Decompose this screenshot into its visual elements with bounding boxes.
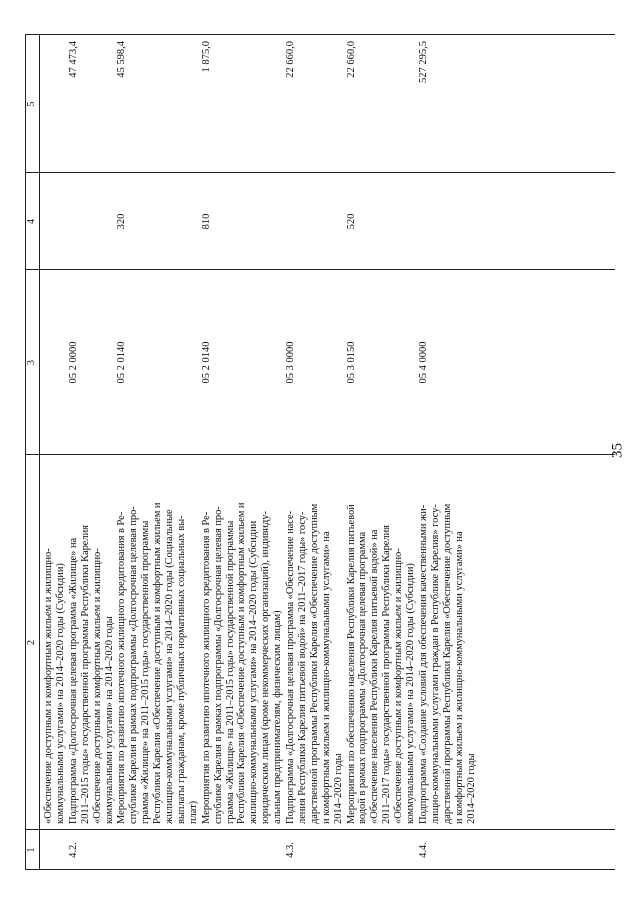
row-target-code: 05 2 0140 <box>116 341 128 384</box>
description-line: и комфортным жильем и жилищно-коммунальными услугами» на <box>320 531 332 824</box>
description-line: 2014–2020 годы <box>465 753 477 824</box>
row-amount: 47 473,4 <box>67 41 79 78</box>
description-line: жилищно-коммунальными услугами» на 2014–2020 годы (Субсидии <box>248 520 260 824</box>
description-line: грамма «Жилище» на 2011–2015 годы» государственной программы <box>140 520 152 824</box>
description-line: Республики Карелия «Обеспечение доступным и комфортным жильем и <box>152 502 164 824</box>
row-expense-type: 320 <box>116 213 128 230</box>
row-description <box>285 461 345 824</box>
description-line: жилищно-коммунальными услугами» на 2014–2020 годы (Социальные <box>164 509 176 824</box>
description-line: коммунальными услугами» на 2014–2020 годы (Субсидии) <box>405 563 417 824</box>
row-amount: 22 660,0 <box>285 41 296 78</box>
description-line: Республики Карелия «Обеспечение доступным и комфортным жильем и <box>236 502 248 824</box>
column-header-3: 3 <box>26 360 37 365</box>
column-header-2: 2 <box>26 640 37 645</box>
description-line: выплаты гражданам, кроме публичных нормативных социальных вы- <box>175 515 187 824</box>
description-line: плат) <box>187 800 199 824</box>
row-number: 4.4. <box>417 842 429 858</box>
description-line: юридическим лицам (кроме некоммерческих организаций), индивиду- <box>260 511 272 824</box>
row-description <box>201 461 284 824</box>
description-line: коммунальными услугами» на 2014–2020 годы (Субсидии) <box>54 563 66 824</box>
description-line: альным предпринимателям, физическим лицам) <box>272 610 284 824</box>
row-target-code: 05 3 0000 <box>285 341 296 384</box>
row-description <box>43 461 67 824</box>
row-expense-type: 520 <box>345 213 357 230</box>
column-header-4: 4 <box>26 219 37 224</box>
row-target-code: 05 4 0000 <box>417 341 429 384</box>
row-description <box>418 461 478 824</box>
page-number: 35 <box>609 443 626 458</box>
row-amount: 1 875,0 <box>200 41 212 73</box>
row-expense-type: 810 <box>200 213 212 230</box>
description-line: спублике Карелия в рамках подпрограммы «Долгосрочная целевая про- <box>212 506 224 824</box>
description-line: Мероприятия по развитию ипотечного жилищного кредитования в Ре- <box>116 511 128 824</box>
row-number: 4.3. <box>285 842 296 858</box>
description-line: грамма «Жилище» на 2011–2015 годы» государственной программы <box>224 520 236 824</box>
row-description <box>116 461 199 824</box>
description-line: «Обеспечение населения Республики Карелия питьевой водой» на <box>369 529 381 824</box>
row-amount: 527 295,5 <box>417 41 429 83</box>
column-header-5: 5 <box>26 101 37 107</box>
description-line: «Обеспечение доступным и комфортным жильем и жилищно- <box>393 548 405 824</box>
column-header-1: 1 <box>26 847 37 853</box>
row-target-code: 05 2 0140 <box>200 341 212 384</box>
row-amount: 22 660,0 <box>345 41 357 78</box>
description-line: водой в рамках подпрограммы «Долгосрочная целевая программа <box>357 531 369 824</box>
description-line: «Обеспечение доступным и комфортным жильем и жилищно- <box>91 548 103 824</box>
description-line: лищно-коммунальными услугами граждан в Республике Карелия» госу- <box>429 504 441 824</box>
row-target-code: 05 3 0150 <box>345 341 357 384</box>
description-line: Мероприятия по развитию ипотечного жилищного кредитования в Ре- <box>200 511 212 824</box>
description-line: «Обеспечение доступным и комфортным жильем и жилищно- <box>43 548 54 824</box>
description-line: коммунальными услугами» на 2014–2020 годы <box>103 616 115 824</box>
description-line: ления Республики Карелия питьевой водой» на 2011–2017 годы» госу- <box>296 511 308 824</box>
description-line: дарственной программы Республики Карелия «Обеспечение доступным <box>308 503 320 824</box>
description-line: Подпрограмма «Долгосрочная целевая программа «Обеспечение насе- <box>285 510 296 824</box>
row-amount: 45 598,4 <box>116 41 128 78</box>
description-line: Подпрограмма «Долгосрочная целевая программа «Жилище» на <box>67 537 79 824</box>
description-line: 2011–2017 годы» государственной программы Республики Карелия <box>381 525 393 824</box>
row-description <box>346 461 417 824</box>
description-line: 2011–2015 годы» государственной программы Республики Карелия <box>79 525 91 824</box>
row-number: 4.2. <box>67 842 79 858</box>
description-line: 2014–2020 годы <box>332 753 344 824</box>
description-line: дарственной программы Республики Карелия «Обеспечение доступным <box>441 503 453 824</box>
row-target-code: 05 2 0000 <box>67 341 79 384</box>
description-line: Мероприятия по обеспечению населения Республики Карелия питьевой <box>345 504 357 824</box>
budget-table <box>25 35 615 870</box>
description-line: и комфортным жильем и жилищно-коммунальными услугами» на <box>453 531 465 824</box>
description-line: спублике Карелия в рамках подпрограммы «Долгосрочная целевая про- <box>128 506 140 824</box>
row-description <box>68 461 116 824</box>
description-line: Подпрограмма «Создание условий для обеспечения качественными жи- <box>417 504 429 824</box>
